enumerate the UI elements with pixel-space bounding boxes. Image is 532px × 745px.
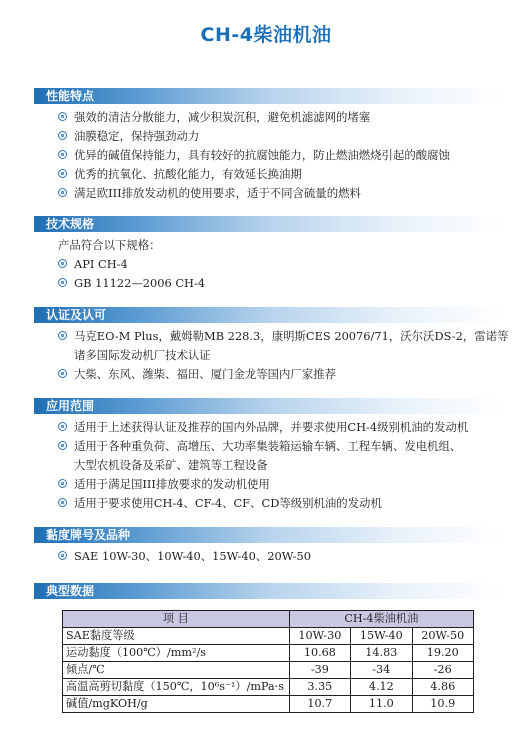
list-item: API CH-4: [58, 255, 128, 274]
table-row: 倾点/℃ -39 -34 -26: [63, 662, 474, 679]
bullet-icon: [58, 278, 67, 287]
list-item: 适用于要求使用CH-4、CF-4、CF、CD等级别机油的发动机: [58, 494, 382, 513]
section-label: 性能特点: [46, 89, 95, 103]
section-label: 认证及认可: [46, 308, 107, 322]
table-row: 碱值/mgKOH/g 10.7 11.0 10.9: [63, 696, 474, 713]
bullet-icon: [58, 259, 67, 268]
bullet-icon: [58, 369, 67, 378]
section-label: 技术规格: [46, 217, 95, 231]
list-item: 适用于各种重负荷、高增压、大功率集装箱运输车辆、工程车辆、发电机组、: [58, 437, 461, 456]
list-item-continuation: 诸多国际发动机厂技术认证: [74, 348, 211, 362]
list-item: 满足欧III排放发动机的使用要求，适于不同含硫量的燃料: [58, 184, 361, 203]
list-item: 大柴、东风、潍柴、福田、厦门金龙等国内厂家推荐: [58, 365, 336, 384]
list-item: 强效的清洁分散能力，减少积炭沉积，避免机滤滤网的堵塞: [58, 108, 370, 127]
section-label: 黏度牌号及品种: [46, 528, 131, 542]
header-item: 项 目: [63, 611, 290, 628]
table-header-row: [63, 611, 474, 628]
section-header-spec: [34, 216, 504, 232]
section-label: 典型数据: [46, 584, 95, 598]
list-item-continuation: 大型农机设备及采矿、建筑等工程设备: [74, 458, 268, 472]
table-row: SAE黏度等级 10W-30 15W-40 20W-50: [63, 628, 474, 645]
section-header-cert: [34, 307, 504, 323]
list-item: 马克EO-M Plus，戴姆勒MB 228.3，康明斯CES 20076/71，沃尔沃DS-2，雷诺等: [58, 327, 508, 346]
list-item: 适用于满足国III排放要求的发动机使用: [58, 475, 270, 494]
bullet-icon: [58, 188, 67, 197]
bullet-icon: [58, 498, 67, 507]
section-label: 应用范围: [46, 399, 95, 413]
bullet-icon: [58, 551, 67, 560]
bullet-icon: [58, 112, 67, 121]
bullet-icon: [58, 131, 67, 140]
section-header-performance: [34, 88, 504, 104]
bullet-icon: [58, 169, 67, 178]
spec-intro: 产品符合以下规格：: [58, 238, 161, 252]
bullet-icon: [58, 150, 67, 159]
list-item: SAE 10W-30、10W-40、15W-40、20W-50: [58, 547, 311, 566]
bullet-icon: [58, 422, 67, 431]
typical-data-table: [62, 610, 474, 713]
page-title: CH-4柴油机油: [200, 24, 332, 46]
bullet-icon: [58, 479, 67, 488]
list-item: 油膜稳定，保持强劲动力: [58, 127, 199, 146]
list-item: 适用于上述获得认证及推荐的国内外品牌，并要求使用CH-4级别机油的发动机: [58, 418, 468, 437]
list-item: GB 11122—2006 CH-4: [58, 274, 205, 293]
section-header-grades: [34, 527, 504, 543]
bullet-icon: [58, 331, 67, 340]
bullet-icon: [58, 441, 67, 450]
table-row: 运动黏度（100℃）/mm²/s 10.68 14.83 19.20: [63, 645, 474, 662]
header-product: CH-4柴油机油: [289, 611, 473, 628]
list-item: 优秀的抗氧化、抗酸化能力，有效延长换油期: [58, 165, 302, 184]
table-row: 高温高剪切黏度（150℃，10⁶s⁻¹）/mPa·s 3.35 4.12 4.86: [63, 679, 474, 696]
list-item: 优异的碱值保持能力，具有较好的抗腐蚀能力，防止燃油燃烧引起的酸腐蚀: [58, 146, 450, 165]
section-header-usage: [34, 398, 504, 414]
section-header-data: [34, 583, 504, 599]
